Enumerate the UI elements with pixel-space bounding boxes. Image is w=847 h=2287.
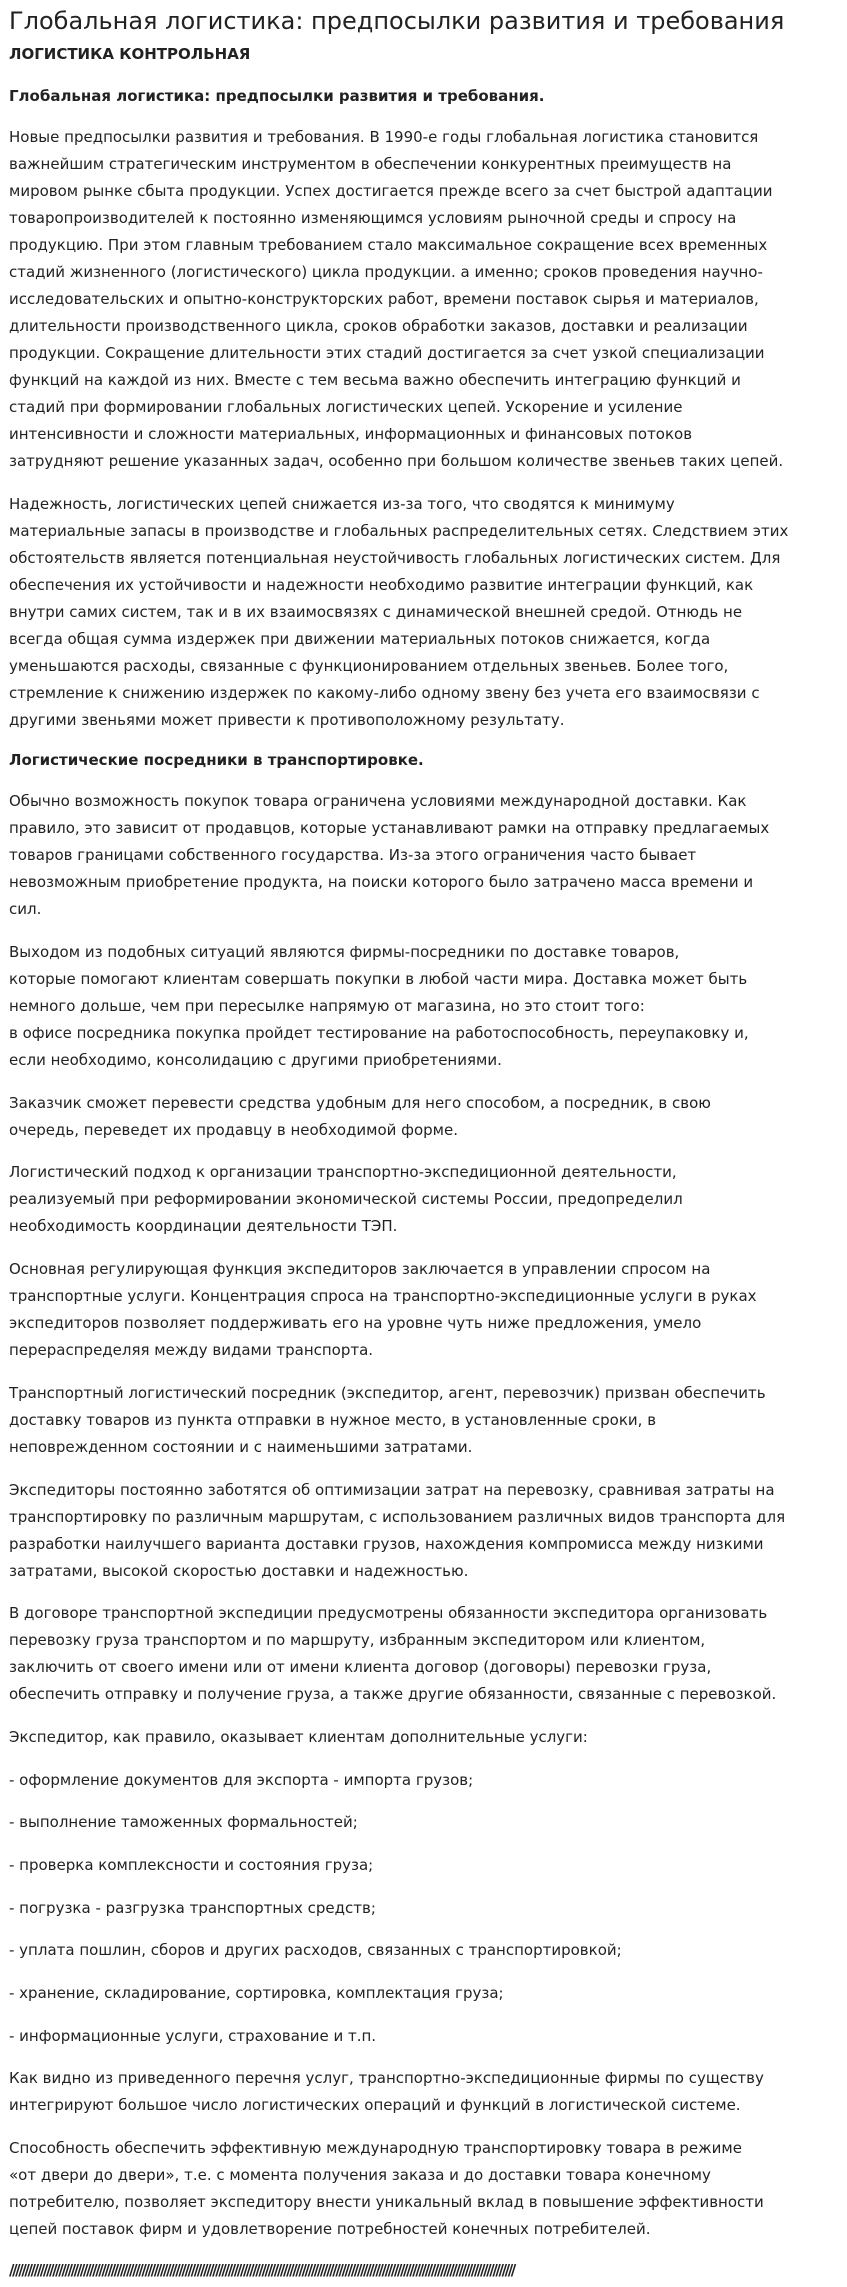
paragraph: Обычно возможность покупок товара ограничена условиями международной доставки. Как правило, это зависит от продавцов, которые устанавливают рамки на отправку предлагаемых товаров границами собственного государства. Из-за этого ограничения часто бывает невозможным приобретение продукта, на поиски которого было затрачено масса времени и сил. [9,792,770,919]
paragraph: - погрузка - разгрузка транспортных средств; [9,1898,376,1917]
paragraph: В договоре транспортной экспедиции предусмотрены обязанности экспедитора организовать перевозку груза транспортом и по маршруту, избранным экспедитором или клиентом, заключить от своего имени или от имени клиента договор (договоры) перевозки груза, обеспечить отправку и получение груза, а также другие обязанности, связанные с перевозкой. [9,1604,777,1704]
paragraph: - оформление документов для экспорта - импорта грузов; [9,1770,474,1789]
article-body [9,85,838,2243]
paragraph: Как видно из приведенного перечня услуг, транспортно-экспедиционные фирмы по существу интегрируют большое число логистических операций и функций в логистической системе. [9,2069,764,2115]
paragraph: - уплата пошлин, сборов и других расходов, связанных с транспортировкой; [9,1941,622,1960]
paragraph: - выполнение таможенных формальностей; [9,1813,358,1832]
section-heading: Глобальная логистика: предпосылки развития и требования. [9,87,545,105]
paragraph: Экспедитор, как правило, оказывает клиентам дополнительные услуги: [9,1727,588,1746]
section-heading: Логистические посредники в транспортировке. [9,751,424,770]
paragraph: Заказчик сможет перевести средства удобным для него способом, а посредник, в свою очередь, переведет их продавцу в необходимой форме. [9,1093,711,1139]
paragraph: Новые предпосылки развития и требования. В 1990-е годы глобальная логистика становится важнейшим стратегическим инструментом в обеспечении конкурентных преимуществ на мировом рынке сбыта продукции. Успех достигается прежде всего за счет быстрой адаптации товаропроизводителей к постоянно изменяющимся условиям рыночной среды и спросу на продукцию. При этом главным требованием стало максимальное сокращение всех временных стадий жизненного (логистического) цикла продукции. а именно; сроков проведения научно- исследовательских и опытно-конструкторских работ, времени поставок сырья и материалов, длительности производственного цикла, сроков обработки заказов, доставки и реализации продукции. Сокращение длительности этих стадий достигается за счет узкой специализации функций на каждой из них. Вместе с тем весьма важно обеспечить интеграцию функций и стадий при формировании глобальных логистических цепей. Ускорение и усиление интенсивности и сложности материальных, информационных и финансовых потоков затрудняют решение указанных задач, особенно при большом количестве звеньев таких цепей. [9,128,784,470]
paragraph: - хранение, складирование, сортировка, комплектация груза; [9,1984,504,2002]
page-title: Глобальная логистика: предпосылки развития и требования [9,7,785,35]
paragraph: Транспортный логистический посредник (экспедитор, агент, перевозчик) призван обеспечить доставку товаров из пункта отправки в нужное место, в установленные сроки, в неповрежденном состоянии и с наименьшими затратами. [9,1383,766,1456]
paragraph: - информационные услуги, страхование и т.п. [9,2026,377,2045]
paragraph: - проверка комплексности и состояния груза; [9,1855,374,1874]
paragraph: Надежность, логистических цепей снижается из-за того, что сводятся к минимуму материальные запасы в производстве и глобальных распределительных сетях. Следствием этих обстоятельств является потенциальная неустойчивость глобальных логистических систем. Для обеспечения их устойчивости и надежности необходимо развитие интеграции функций, как внутри самих систем, так и в их взаимосвязях с динамической внешней средой. Отнюдь не всегда общая сумма издержек при движении материальных потоков снижается, когда уменьшаются расходы, связанные с функционированием отдельных звеньев. Более того, стремление к снижению издержек по какому-либо одному звену без учета его взаимосвязи с другими звеньями может привести к противоположному результату. [9,494,789,729]
paragraph: Выходом из подобных ситуаций являются фирмы-посредники по доставке товаров, которые помогают клиентам совершать покупки в любой части мира. Доставка может быть немного дольше, чем при пересылке напрямую от магазина, но это стоит того: в офисе посредника покупка пройдет тестирование на работоспособность, переупаковку и, если необходимо, консолидацию с другими приобретениями. [9,943,749,1070]
paragraph: Логистический подход к организации транспортно-экспедиционной деятельности, реализуемый при реформировании экономической системы России, предопределил необходимость координации деятельности ТЭП. [9,1163,683,1236]
paragraph: Способность обеспечить эффективную международную транспортировку товара в режиме «от двери до двери», т.е. с момента получения заказа и до доставки товара конечному потребителю, позволяет экспедитору внести уникальный вклад в повышение эффективности цепей поставок фирм и удовлетворение потребностей конечных потребителей. [9,2139,764,2239]
category-label: ЛОГИСТИКА КОНТРОЛЬНАЯ [9,45,251,63]
paragraph: Экспедиторы постоянно заботятся об оптимизации затрат на перевозку, сравнивая затраты на транспортировку по различным маршрутам, с использованием различных видов транспорта для разработки наилучшего варианта доставки грузов, нахождения компромисса между низкими затратами, высокой скоростью доставки и надежностью. [9,1480,786,1580]
divider-line: //////////////////////////////////////////////////////////////////////////////////////////////////////////////////////////////////////////////////////////////////// [9,2260,514,2279]
paragraph: Основная регулирующая функция экспедиторов заключается в управлении спросом на транспортные услуги. Концентрация спроса на транспортно-экспедиционные услуги в руках экспедиторов позволяет поддерживать его на уровне чуть ниже предложения, умело перераспределяя между видами транспорта. [9,1260,757,1360]
